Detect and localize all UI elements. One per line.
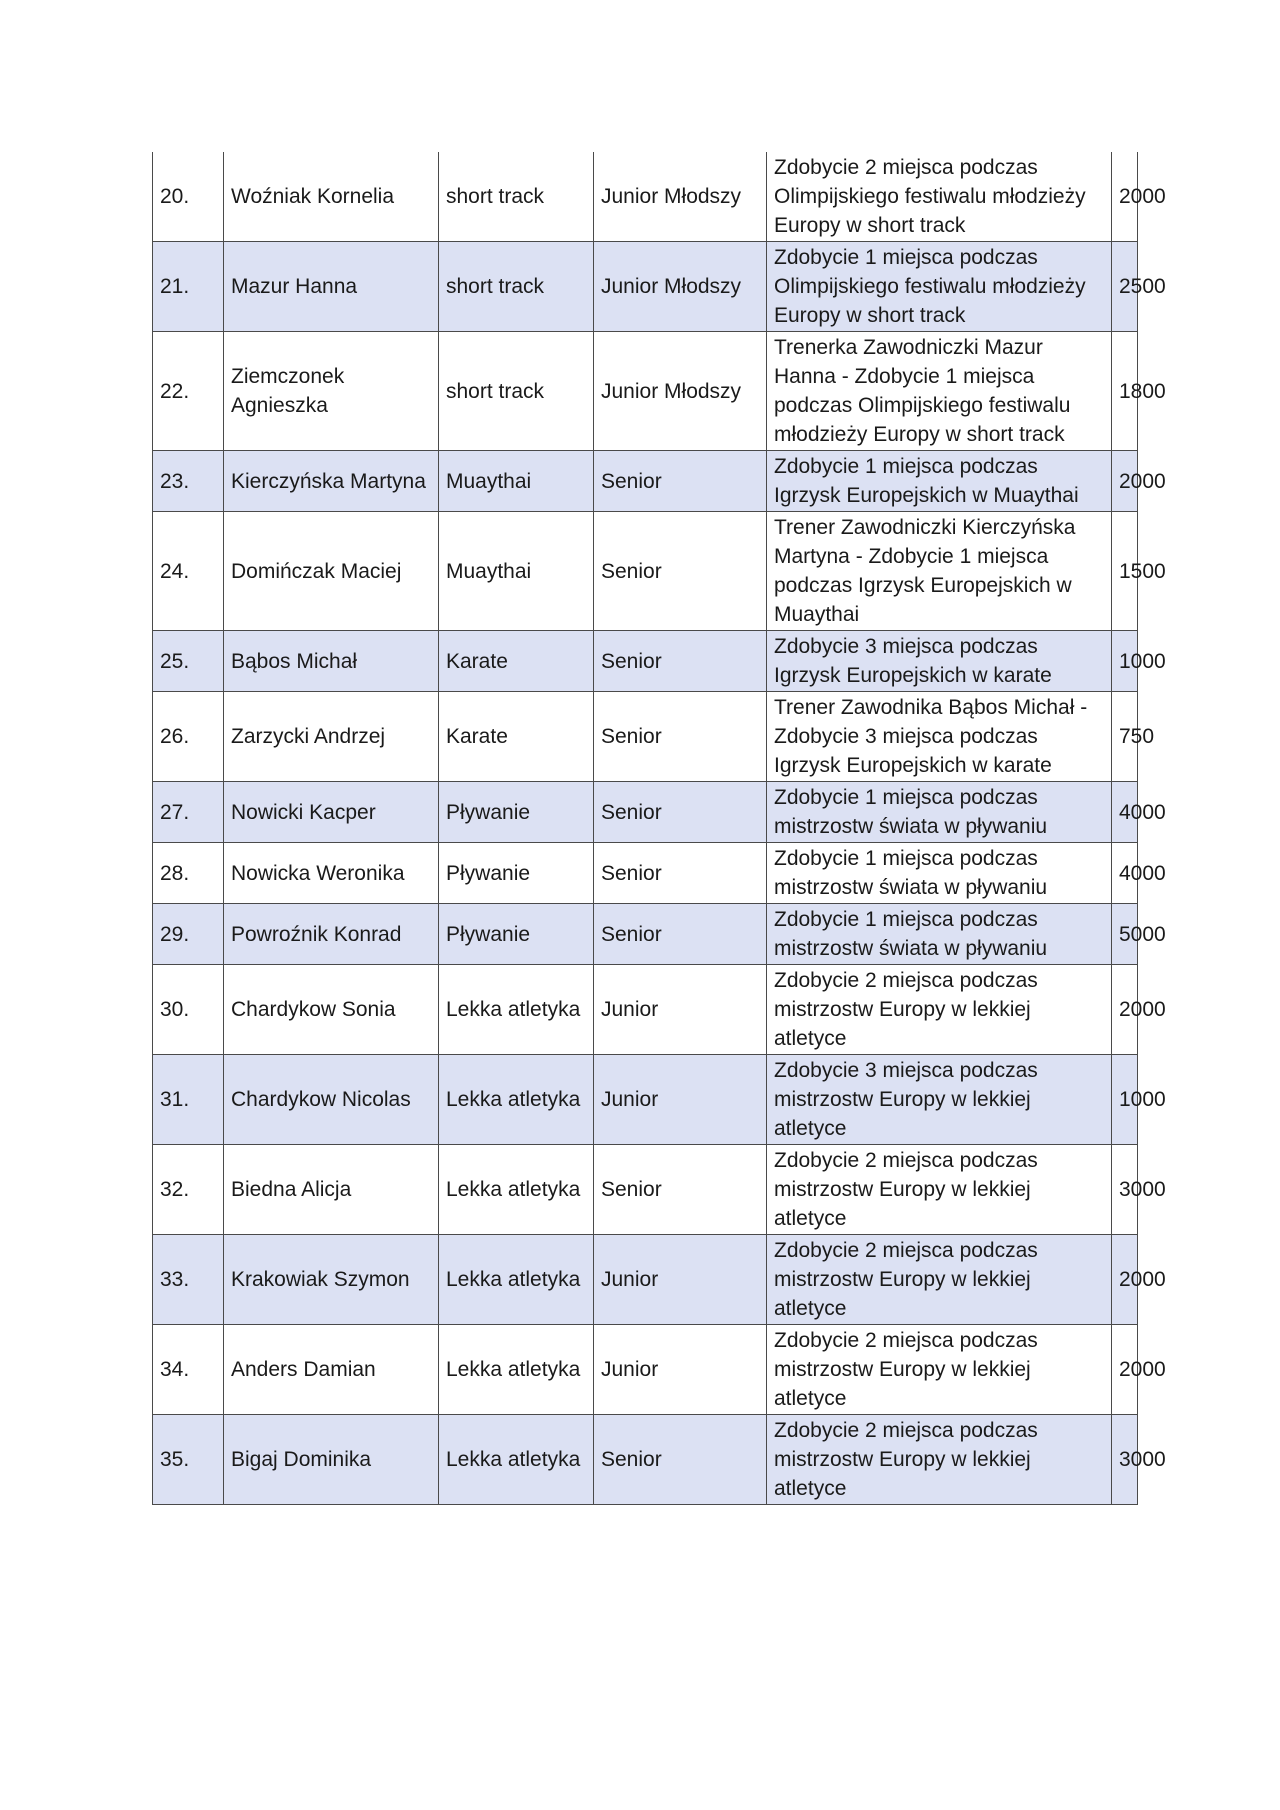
sport: Karate xyxy=(439,692,594,782)
category: Senior xyxy=(594,692,767,782)
table-row xyxy=(153,631,1138,692)
row-number: 27. xyxy=(153,782,224,843)
athlete-name: Kierczyńska Martyna xyxy=(224,451,439,512)
row-number: 20. xyxy=(153,152,224,242)
table-row xyxy=(153,332,1138,451)
category: Senior xyxy=(594,1145,767,1235)
row-number: 29. xyxy=(153,904,224,965)
category: Junior Młodszy xyxy=(594,152,767,242)
sport: Muaythai xyxy=(439,512,594,631)
achievement: Zdobycie 2 miejsca podczas mistrzostw Europy w lekkiej atletyce xyxy=(767,1415,1112,1505)
row-number: 34. xyxy=(153,1325,224,1415)
category: Senior xyxy=(594,782,767,843)
table-row xyxy=(153,1235,1138,1325)
awards-table xyxy=(152,152,1166,1505)
row-number: 21. xyxy=(153,242,224,332)
athlete-name: Chardykow Sonia xyxy=(224,965,439,1055)
table-row xyxy=(153,782,1138,843)
achievement: Trenerka Zawodniczki Mazur Hanna - Zdobycie 1 miejsca podczas Olimpijskiego festiwalu młodzieży Europy w short track xyxy=(767,332,1112,451)
sport: short track xyxy=(439,332,594,451)
achievement: Zdobycie 3 miejsca podczas Igrzysk Europejskich w karate xyxy=(767,631,1112,692)
sport: Karate xyxy=(439,631,594,692)
amount: 1000 xyxy=(1112,631,1138,692)
sport: short track xyxy=(439,152,594,242)
achievement: Trener Zawodnika Bąbos Michał - Zdobycie 3 miejsca podczas Igrzysk Europejskich w karate xyxy=(767,692,1112,782)
row-number: 32. xyxy=(153,1145,224,1235)
athlete-name: Powroźnik Konrad xyxy=(224,904,439,965)
achievement: Zdobycie 2 miejsca podczas mistrzostw Europy w lekkiej atletyce xyxy=(767,1145,1112,1235)
table-row xyxy=(153,1325,1138,1415)
athlete-name: Bąbos Michał xyxy=(224,631,439,692)
category: Senior xyxy=(594,1415,767,1505)
table-row xyxy=(153,904,1138,965)
category: Senior xyxy=(594,512,767,631)
table-row xyxy=(153,843,1138,904)
table-row xyxy=(153,965,1138,1055)
amount: 5000 xyxy=(1112,904,1138,965)
achievement: Zdobycie 1 miejsca podczas Igrzysk Europejskich w Muaythai xyxy=(767,451,1112,512)
amount: 1500 xyxy=(1112,512,1138,631)
amount: 2500 xyxy=(1112,242,1138,332)
category: Senior xyxy=(594,843,767,904)
table-row xyxy=(153,1415,1138,1505)
category: Junior xyxy=(594,1325,767,1415)
athlete-name: Ziemczonek Agnieszka xyxy=(224,332,439,451)
amount: 2000 xyxy=(1112,451,1138,512)
achievement: Zdobycie 2 miejsca podczas mistrzostw Europy w lekkiej atletyce xyxy=(767,965,1112,1055)
amount: 750 xyxy=(1112,692,1138,782)
row-number: 33. xyxy=(153,1235,224,1325)
category: Junior xyxy=(594,1055,767,1145)
sport: Lekka atletyka xyxy=(439,1145,594,1235)
athlete-name: Biedna Alicja xyxy=(224,1145,439,1235)
row-number: 35. xyxy=(153,1415,224,1505)
table-row xyxy=(153,512,1138,631)
achievement: Zdobycie 1 miejsca podczas Olimpijskiego festiwalu młodzieży Europy w short track xyxy=(767,242,1112,332)
sport: short track xyxy=(439,242,594,332)
table-row xyxy=(153,1145,1138,1235)
amount: 2000 xyxy=(1112,1325,1138,1415)
amount: 2000 xyxy=(1112,1235,1138,1325)
category: Senior xyxy=(594,904,767,965)
category: Junior xyxy=(594,965,767,1055)
table-row xyxy=(153,152,1138,242)
category: Junior Młodszy xyxy=(594,242,767,332)
row-number: 23. xyxy=(153,451,224,512)
athlete-name: Zarzycki Andrzej xyxy=(224,692,439,782)
achievement: Zdobycie 1 miejsca podczas mistrzostw świata w pływaniu xyxy=(767,904,1112,965)
athlete-name: Krakowiak Szymon xyxy=(224,1235,439,1325)
achievement: Zdobycie 2 miejsca podczas mistrzostw Europy w lekkiej atletyce xyxy=(767,1325,1112,1415)
athlete-name: Woźniak Kornelia xyxy=(224,152,439,242)
achievement: Trener Zawodniczki Kierczyńska Martyna - Zdobycie 1 miejsca podczas Igrzysk Europejskich w Muaythai xyxy=(767,512,1112,631)
athlete-name: Bigaj Dominika xyxy=(224,1415,439,1505)
category: Senior xyxy=(594,451,767,512)
sport: Lekka atletyka xyxy=(439,965,594,1055)
table-row xyxy=(153,1055,1138,1145)
athlete-name: Domińczak Maciej xyxy=(224,512,439,631)
achievement: Zdobycie 1 miejsca podczas mistrzostw świata w pływaniu xyxy=(767,782,1112,843)
row-number: 31. xyxy=(153,1055,224,1145)
table-row xyxy=(153,451,1138,512)
amount: 1800 xyxy=(1112,332,1138,451)
sport: Lekka atletyka xyxy=(439,1325,594,1415)
row-number: 28. xyxy=(153,843,224,904)
sport: Pływanie xyxy=(439,782,594,843)
athlete-name: Nowicka Weronika xyxy=(224,843,439,904)
sport: Lekka atletyka xyxy=(439,1055,594,1145)
athlete-name: Nowicki Kacper xyxy=(224,782,439,843)
amount: 2000 xyxy=(1112,152,1138,242)
amount: 4000 xyxy=(1112,782,1138,843)
sport: Pływanie xyxy=(439,904,594,965)
athlete-name: Mazur Hanna xyxy=(224,242,439,332)
category: Junior xyxy=(594,1235,767,1325)
achievement: Zdobycie 2 miejsca podczas mistrzostw Europy w lekkiej atletyce xyxy=(767,1235,1112,1325)
category: Junior Młodszy xyxy=(594,332,767,451)
row-number: 26. xyxy=(153,692,224,782)
amount: 4000 xyxy=(1112,843,1138,904)
achievement: Zdobycie 1 miejsca podczas mistrzostw świata w pływaniu xyxy=(767,843,1112,904)
athlete-name: Chardykow Nicolas xyxy=(224,1055,439,1145)
achievement: Zdobycie 2 miejsca podczas Olimpijskiego festiwalu młodzieży Europy w short track xyxy=(767,152,1112,242)
row-number: 30. xyxy=(153,965,224,1055)
sport: Lekka atletyka xyxy=(439,1415,594,1505)
table-row xyxy=(153,692,1138,782)
table-row xyxy=(153,242,1138,332)
amount: 2000 xyxy=(1112,965,1138,1055)
category: Senior xyxy=(594,631,767,692)
row-number: 24. xyxy=(153,512,224,631)
achievement: Zdobycie 3 miejsca podczas mistrzostw Europy w lekkiej atletyce xyxy=(767,1055,1112,1145)
sport: Lekka atletyka xyxy=(439,1235,594,1325)
sport: Muaythai xyxy=(439,451,594,512)
athlete-name: Anders Damian xyxy=(224,1325,439,1415)
sport: Pływanie xyxy=(439,843,594,904)
row-number: 25. xyxy=(153,631,224,692)
amount: 3000 xyxy=(1112,1415,1138,1505)
amount: 3000 xyxy=(1112,1145,1138,1235)
row-number: 22. xyxy=(153,332,224,451)
amount: 1000 xyxy=(1112,1055,1138,1145)
